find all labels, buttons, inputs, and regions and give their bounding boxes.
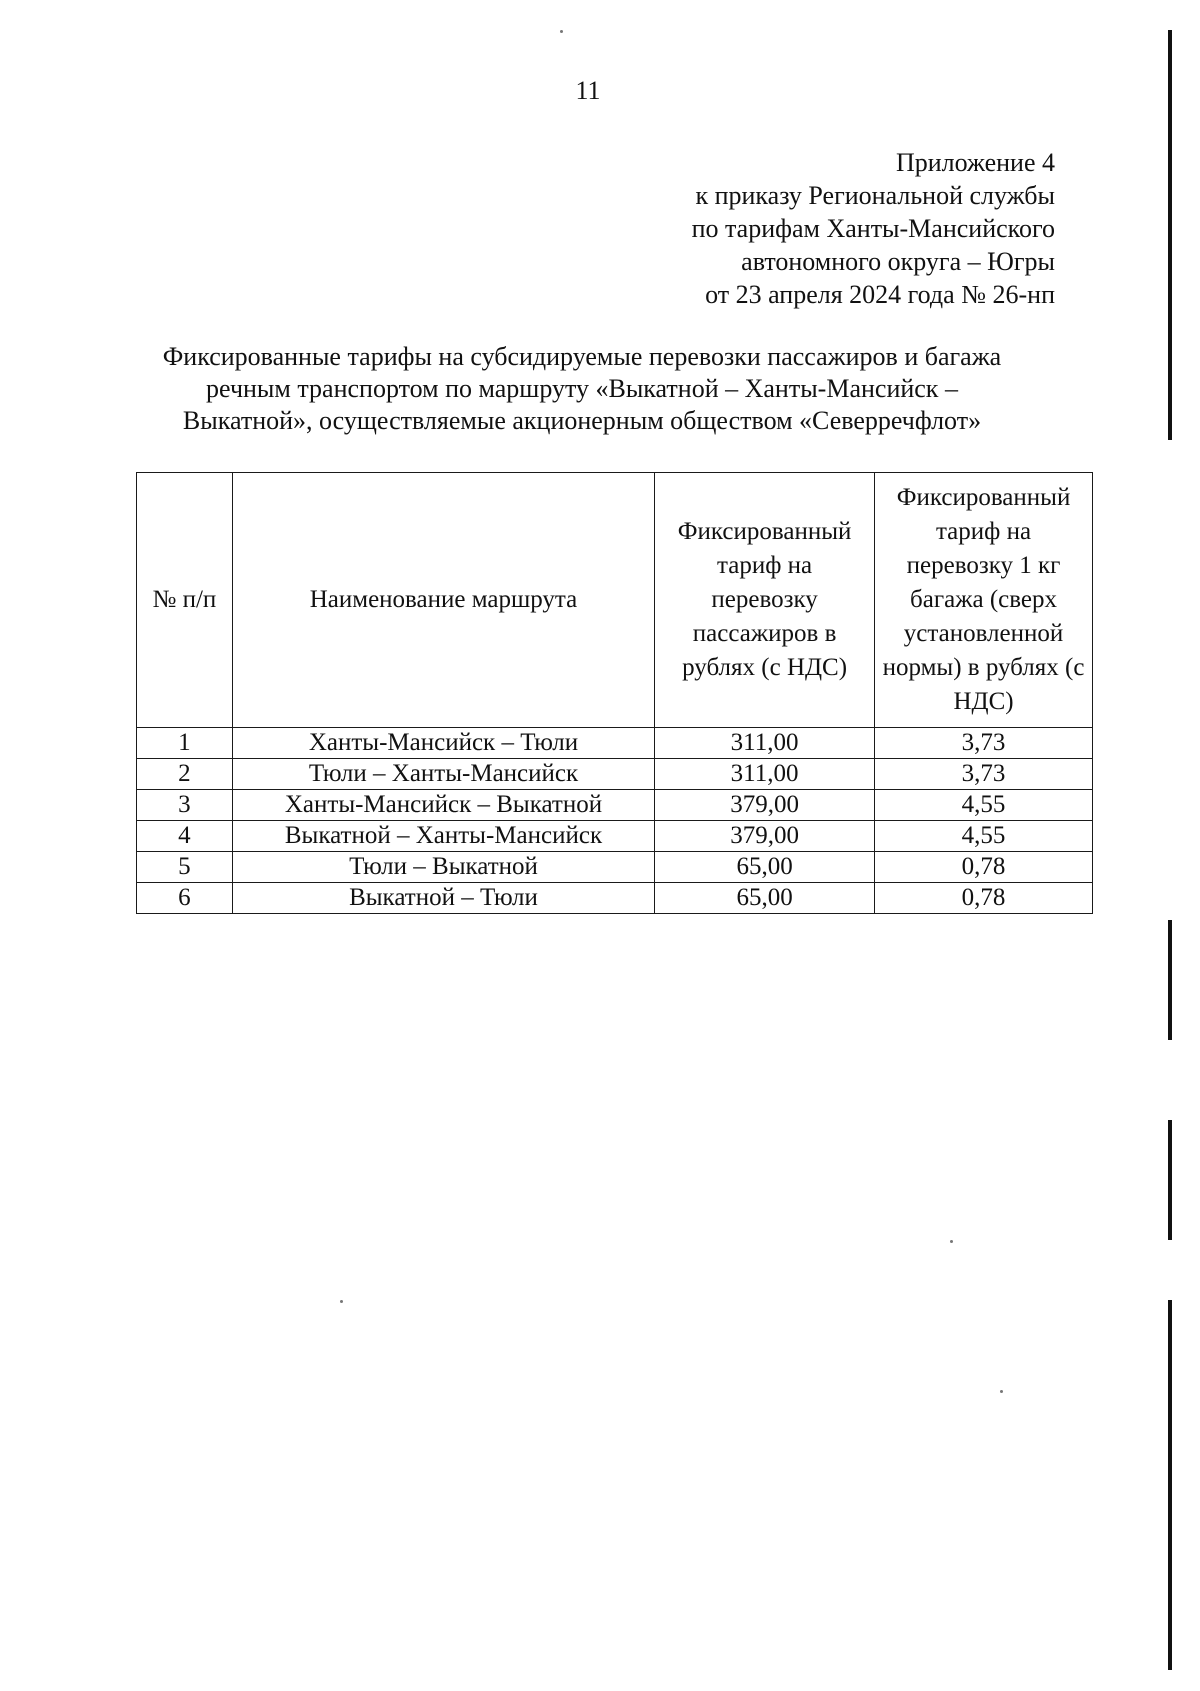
cell-baggage: 4,55: [875, 821, 1093, 852]
title-line: речным транспортом по маршруту «Выкатной – Ханты-Мансийск –: [206, 374, 958, 403]
table-row: [137, 728, 1093, 759]
cell-route: Тюли – Ханты-Мансийск: [232, 759, 654, 790]
scan-speck: [340, 1300, 343, 1303]
appendix-line: автономного округа – Югры: [741, 247, 1055, 276]
scan-speck: [1000, 1390, 1003, 1393]
scan-edge-mark: [1168, 920, 1172, 1040]
cell-baggage: 4,55: [875, 790, 1093, 821]
cell-passenger: 311,00: [655, 759, 875, 790]
header-route: Наименование маршрута: [232, 473, 654, 728]
cell-number: 4: [137, 821, 233, 852]
cell-baggage: 3,73: [875, 728, 1093, 759]
appendix-line: Приложение 4: [895, 148, 1055, 177]
cell-passenger: 311,00: [655, 728, 875, 759]
cell-number: 5: [137, 852, 233, 883]
header-number: № п/п: [137, 473, 233, 728]
header-passenger-tariff: Фиксированный тариф на перевозку пассажиров в рублях (с НДС): [655, 473, 875, 728]
cell-number: 3: [137, 790, 233, 821]
document-title: [110, 341, 1054, 437]
scan-edge-mark: [1168, 1300, 1172, 1670]
table-row: [137, 852, 1093, 883]
table-row: [137, 759, 1093, 790]
appendix-line: по тарифам Ханты-Мансийского: [691, 214, 1055, 243]
title-line: Выкатной», осуществляемые акционерным обществом «Северречфлот»: [182, 406, 982, 435]
cell-number: 1: [137, 728, 233, 759]
appendix-line: к приказу Региональной службы: [695, 181, 1055, 210]
appendix-block: [692, 146, 1055, 311]
tariff-table: [136, 472, 1093, 914]
cell-baggage: 3,73: [875, 759, 1093, 790]
cell-passenger: 65,00: [655, 852, 875, 883]
cell-number: 6: [137, 883, 233, 914]
scan-speck: [950, 1240, 953, 1243]
cell-route: Выкатной – Тюли: [232, 883, 654, 914]
title-line: Фиксированные тарифы на субсидируемые перевозки пассажиров и багажа: [162, 342, 1002, 371]
cell-passenger: 379,00: [655, 790, 875, 821]
scan-edge-mark: [1168, 30, 1172, 440]
cell-passenger: 65,00: [655, 883, 875, 914]
table-row: [137, 790, 1093, 821]
cell-route: Выкатной – Ханты-Мансийск: [232, 821, 654, 852]
table-row: [137, 883, 1093, 914]
cell-route: Ханты-Мансийск – Тюли: [232, 728, 654, 759]
scan-edge-mark: [1168, 1120, 1172, 1240]
cell-number: 2: [137, 759, 233, 790]
cell-route: Ханты-Мансийск – Выкатной: [232, 790, 654, 821]
header-baggage-tariff: Фиксированный тариф на перевозку 1 кг багажа (сверх установленной нормы) в рублях (с НДС): [875, 473, 1093, 728]
cell-passenger: 379,00: [655, 821, 875, 852]
cell-baggage: 0,78: [875, 883, 1093, 914]
cell-route: Тюли – Выкатной: [232, 852, 654, 883]
scan-speck: [560, 30, 563, 33]
table-header-row: [137, 473, 1093, 728]
page-number: 11: [575, 76, 601, 105]
cell-baggage: 0,78: [875, 852, 1093, 883]
appendix-line: от 23 апреля 2024 года № 26-нп: [705, 280, 1055, 309]
table-row: [137, 821, 1093, 852]
